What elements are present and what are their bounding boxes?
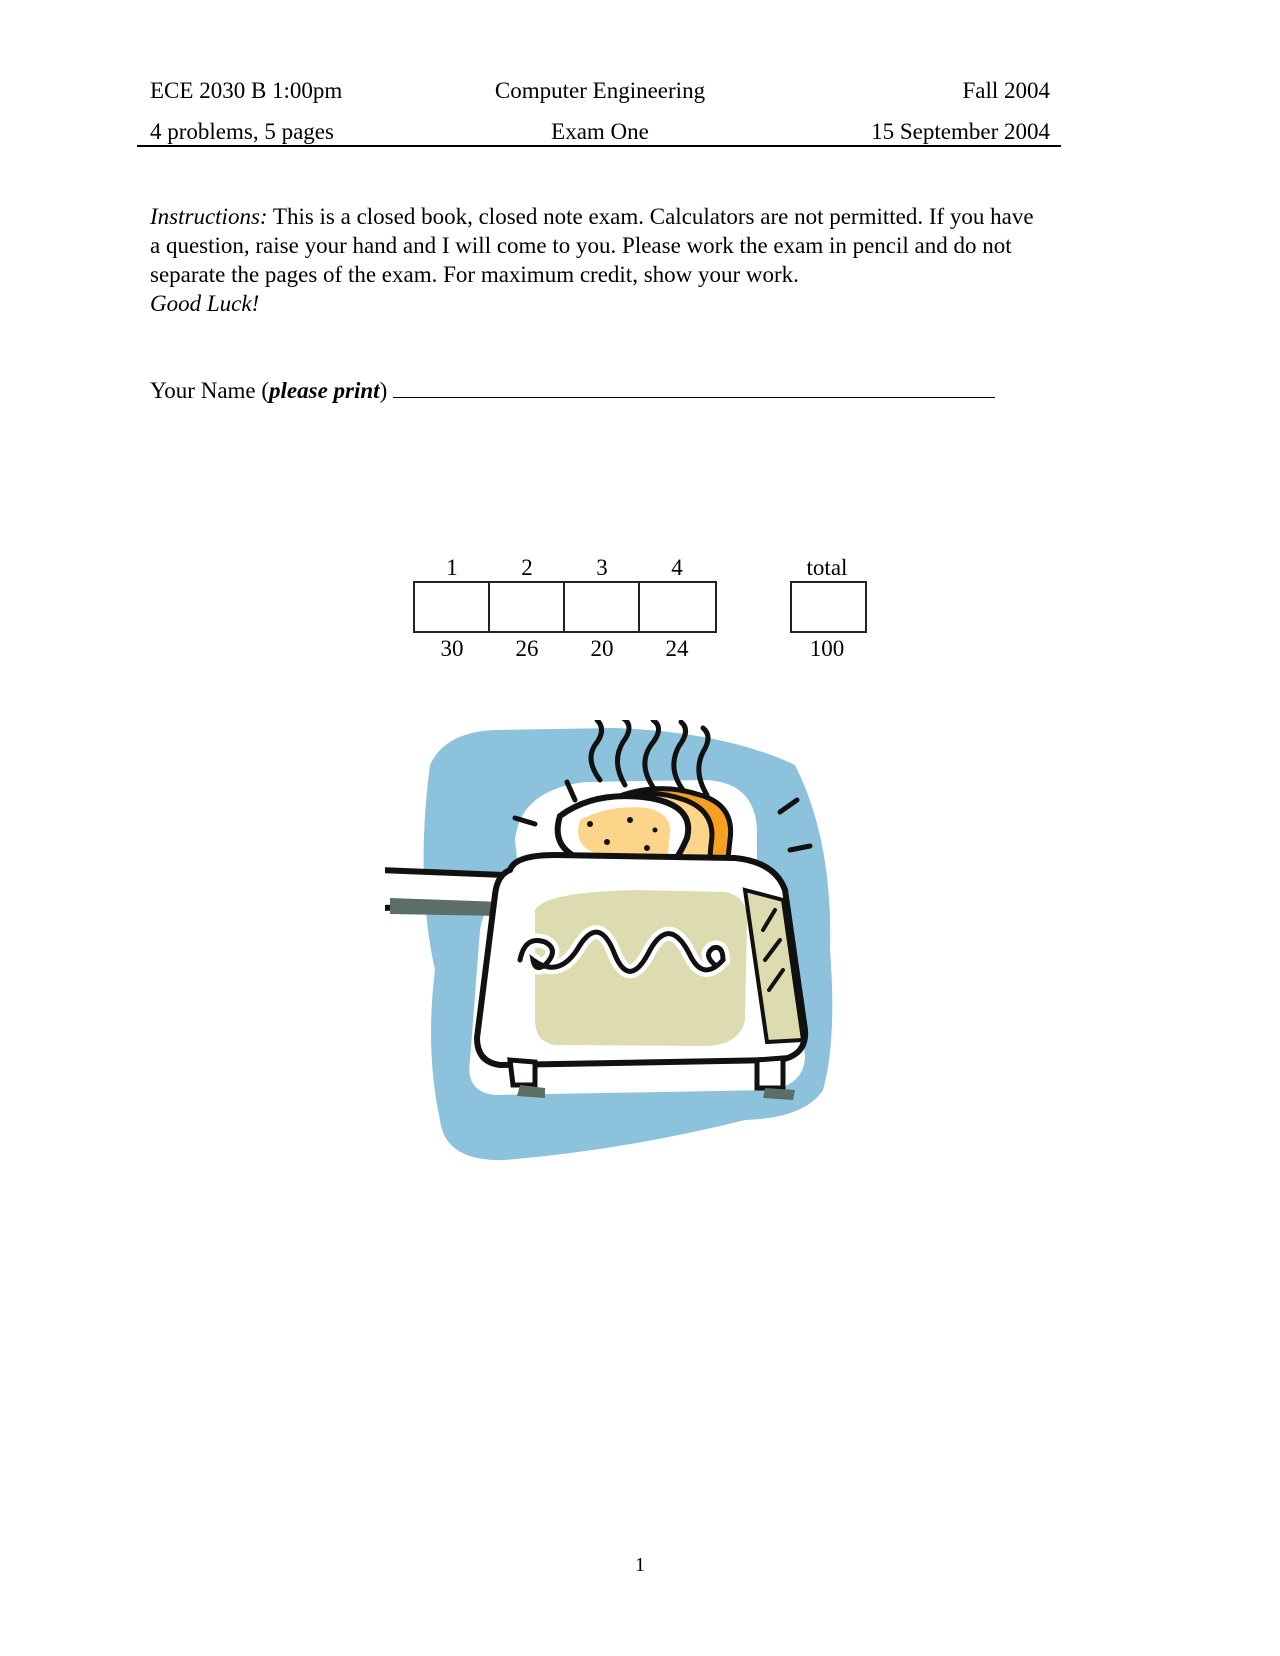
name-label-suffix: ) bbox=[379, 378, 388, 403]
course-code: ECE 2030 B 1:00pm bbox=[150, 78, 343, 103]
total-points: 100 bbox=[809, 636, 845, 661]
problem-score-boxes bbox=[413, 581, 717, 633]
name-field bbox=[150, 377, 995, 405]
toaster-clipart-icon bbox=[385, 720, 885, 1170]
page-number: 1 bbox=[635, 1554, 645, 1576]
instructions-line-2: a question, raise your hand and I will come to you. Please work the exam in pencil and do not bbox=[150, 233, 1012, 258]
term: Fall 2004 bbox=[962, 78, 1050, 103]
instructions-block bbox=[150, 202, 1130, 318]
problem-label: 4 bbox=[671, 555, 683, 580]
problem-points: 26 bbox=[515, 636, 539, 661]
score-cell-3[interactable] bbox=[565, 583, 640, 631]
instructions-line-1 bbox=[150, 202, 1130, 231]
name-blank-line[interactable] bbox=[393, 377, 995, 398]
score-cell-1[interactable] bbox=[415, 583, 490, 631]
instructions-label: Instructions: bbox=[150, 204, 268, 229]
name-label-emphasis: please print bbox=[269, 378, 380, 403]
total-label: total bbox=[806, 555, 848, 580]
problem-points: 30 bbox=[440, 636, 464, 661]
header-divider bbox=[137, 145, 1061, 147]
problem-points: 24 bbox=[665, 636, 689, 661]
instructions-line-3: separate the pages of the exam. For maximum credit, show your work. bbox=[150, 262, 799, 287]
problems-pages-count: 4 problems, 5 pages bbox=[150, 119, 334, 144]
instructions-text-1: This is a closed book, closed note exam. Calculators are not permitted. If you have bbox=[267, 204, 1034, 229]
score-cell-total[interactable] bbox=[790, 581, 867, 633]
name-label-prefix: Your Name ( bbox=[150, 378, 270, 403]
score-cell-2[interactable] bbox=[490, 583, 565, 631]
department-name: Computer Engineering bbox=[494, 78, 706, 103]
good-luck bbox=[150, 289, 1130, 318]
problem-points: 20 bbox=[590, 636, 614, 661]
exam-title: Exam One bbox=[551, 119, 649, 144]
problem-label: 3 bbox=[596, 555, 608, 580]
good-luck-text: Good Luck! bbox=[150, 291, 260, 316]
exam-date: 15 September 2004 bbox=[871, 119, 1050, 144]
problem-label: 1 bbox=[446, 555, 458, 580]
problem-label: 2 bbox=[521, 555, 533, 580]
